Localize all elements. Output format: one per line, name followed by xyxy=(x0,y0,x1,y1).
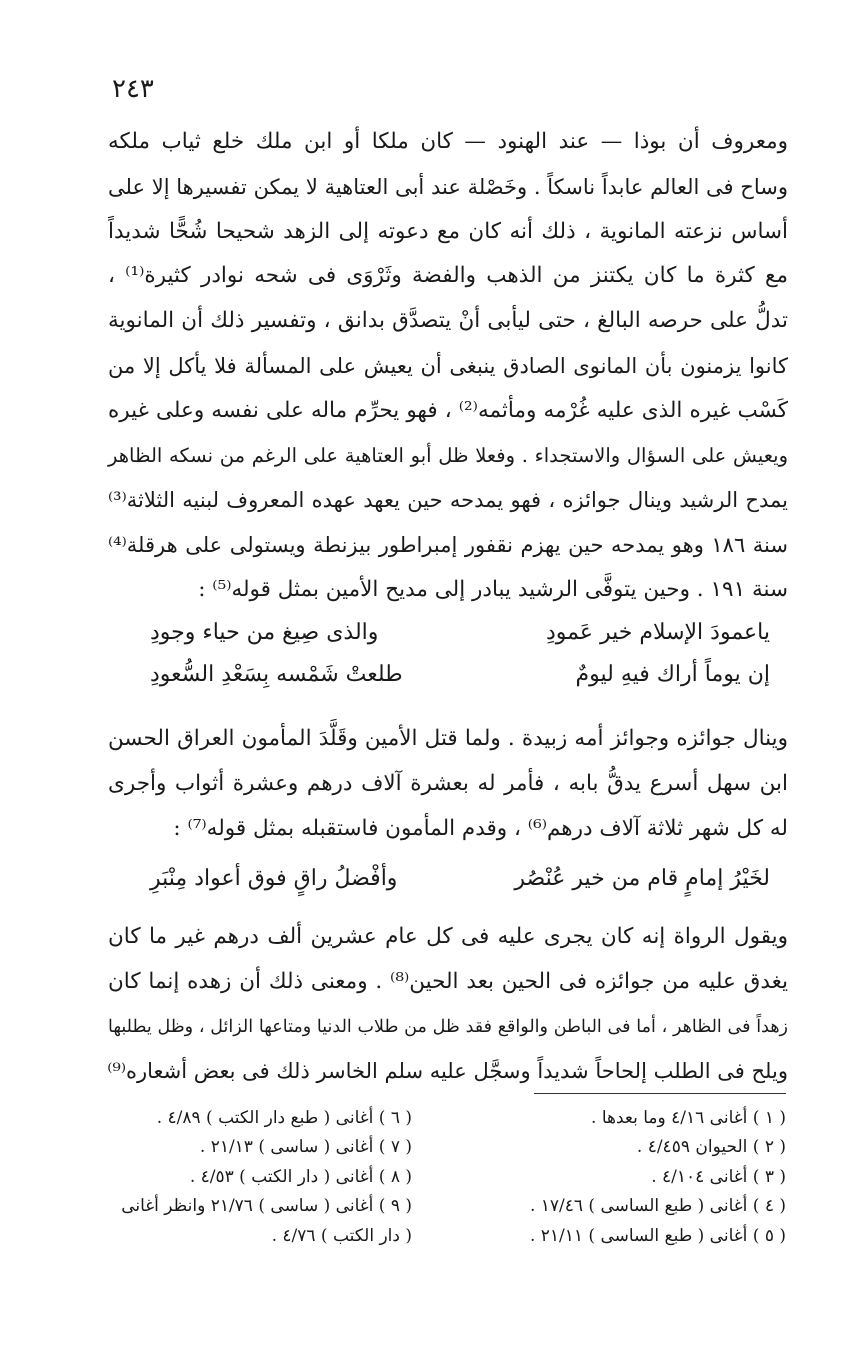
verse-second-hemistich: والذى صِيغ من حياء وجودِ xyxy=(150,620,379,645)
footnote-divider xyxy=(534,1093,786,1094)
verse-line xyxy=(150,612,770,654)
text-line: له كل شهر ثلاثة آلاف درهم⁽⁶⁾ ، وقدم المأمون فاستقبله بمثل قوله⁽⁷⁾ : xyxy=(173,815,788,841)
footnote: ( ٦ ) أغانى ( طبع دار الكتب ) ٤/٨٩ . xyxy=(156,1108,412,1128)
paragraph-3 xyxy=(108,915,788,1094)
text-line: ابن سهل أسرع يدقُّ بابه ، فأمر له بعشرة آلاف درهم وعشرة أثواب وأجرى xyxy=(108,770,788,796)
text-line: تدلُّ على حرصه البالغ ، حتى ليأبى أنْ يتصدَّق بدانق ، وتفسير ذلك أن المانوية xyxy=(108,308,788,334)
text-line: سنة ١٩١ . وحين يتوفَّى الرشيد يبادر إلى مديح الأمين بمثل قوله⁽⁵⁾ : xyxy=(198,576,788,602)
verse-line xyxy=(150,654,770,696)
text-line: كانوا يزمنون بأن المانوى الصادق ينبغى أن يعيش على المسألة فلا يأكل إلا من xyxy=(108,353,788,378)
page-number: ٢٤٣ xyxy=(112,74,154,104)
footnote: ( ٩ ) أغانى ( ساسى ) ٢١/٧٦ وانظر أغانى xyxy=(121,1196,412,1217)
footnote: ( ٥ ) أغانى ( طبع الساسى ) ٢١/١١ . xyxy=(529,1225,786,1246)
verse-line xyxy=(150,858,770,900)
text-line: وساح فى العالم عابداً ناسكاً . وخَصْلة عند أبى العتاهية لا يمكن تفسيرها إلا على xyxy=(108,174,788,199)
text-line: كَسْب غيره الذى عليه غُرْمه ومأثمه⁽²⁾ ، فهو يحرِّم ماله على نفسه وعلى غيره xyxy=(108,397,788,423)
footnote: ( دار الكتب ) ٤/٧٦ . xyxy=(271,1225,412,1246)
paragraph-1 xyxy=(108,120,788,613)
verse-second-hemistich: وأفْضلُ راقٍ فوق أعواد مِنْبَرِ xyxy=(150,866,398,891)
text-line: مع كثرة ما كان يكتنز من الذهب والفضة وثَرْوَى فى شحه نوادر كثيرة⁽¹⁾ ، xyxy=(108,263,788,289)
text-line: يمدح الرشيد وينال جوائزه ، فهو يمدحه حين يعهد عهده المعروف لبنيه الثلاثة⁽³⁾ xyxy=(108,488,788,513)
text-line: ويلح فى الطلب إلحاحاً شديداً وسجَّل عليه سلم الخاسر ذلك فى بعض أشعاره⁽⁹⁾ xyxy=(107,1059,788,1084)
verse-first-hemistich: لخَيْرُ إمامٍ قام من خير عُنْصُر xyxy=(514,866,770,891)
text-line: زهداً فى الظاهر ، أما فى الباطن والواقع فقد ظل من طلاب الدنيا ومتاعها الزائل ، وظل يطلبها xyxy=(108,1016,788,1037)
text-line: وينال جوائزه وجوائز أمه زبيدة . ولما قتل الأمين وقَلَّدَ المأمون العراق الحسن xyxy=(108,726,788,751)
footnote: ( ٨ ) أغانى ( دار الكتب ) ٤/٥٣ . xyxy=(189,1166,412,1187)
text-line: أساس نزعته المانوية ، ذلك أنه كان مع دعوته إلى الزهد شحيحا شُحًّا شديداً xyxy=(108,218,788,244)
text-line: ويقول الرواة إنه كان يجرى عليه فى كل عام عشرين ألف درهم غير ما كان xyxy=(108,924,788,949)
footnotes-right-column xyxy=(496,1104,786,1251)
verse-first-hemistich: إن يوماً أراك فيهِ ليومٌ xyxy=(575,662,770,687)
text-line: ومعروف أن بوذا — عند الهنود — كان ملكا أو ابن ملك خلع ثياب ملكه xyxy=(108,129,788,154)
footnote: ( ٢ ) الحيوان ٤/٤٥٩ . xyxy=(636,1137,786,1158)
verse-first-hemistich: ياعمودَ الإسلام خير عَمودِ xyxy=(545,620,770,645)
poem-2 xyxy=(150,858,770,900)
text-line: ويعيش على السؤال والاستجداء . وفعلا ظل أبو العتاهية على الرغم من نسكه الظاهر xyxy=(108,443,788,467)
footnotes-left-column xyxy=(92,1104,412,1251)
poem-1 xyxy=(150,612,770,696)
text-line: يغدق عليه من جوائزه فى الحين بعد الحين⁽⁸⁾ . ومعنى ذلك أن زهده إنما كان xyxy=(108,968,788,994)
verse-second-hemistich: طلعتْ شَمْسه بِسَعْدِ السُّعودِ xyxy=(150,662,403,687)
footnote: ( ١ ) أغانى ٤/١٦ وما بعدها . xyxy=(591,1108,786,1128)
text-line: سنة ١٨٦ وهو يمدحه حين يهزم نقفور إمبراطور بيزنطة ويستولى على هرقلة⁽⁴⁾ xyxy=(108,533,788,558)
paragraph-2 xyxy=(108,717,788,851)
footnote: ( ٣ ) أغانى ٤/١٠٤ . xyxy=(651,1166,786,1187)
footnote: ( ٧ ) أغانى ( ساسى ) ٢١/١٣ . xyxy=(199,1137,412,1158)
footnote: ( ٤ ) أغانى ( طبع الساسى ) ١٧/٤٦ . xyxy=(529,1196,786,1217)
